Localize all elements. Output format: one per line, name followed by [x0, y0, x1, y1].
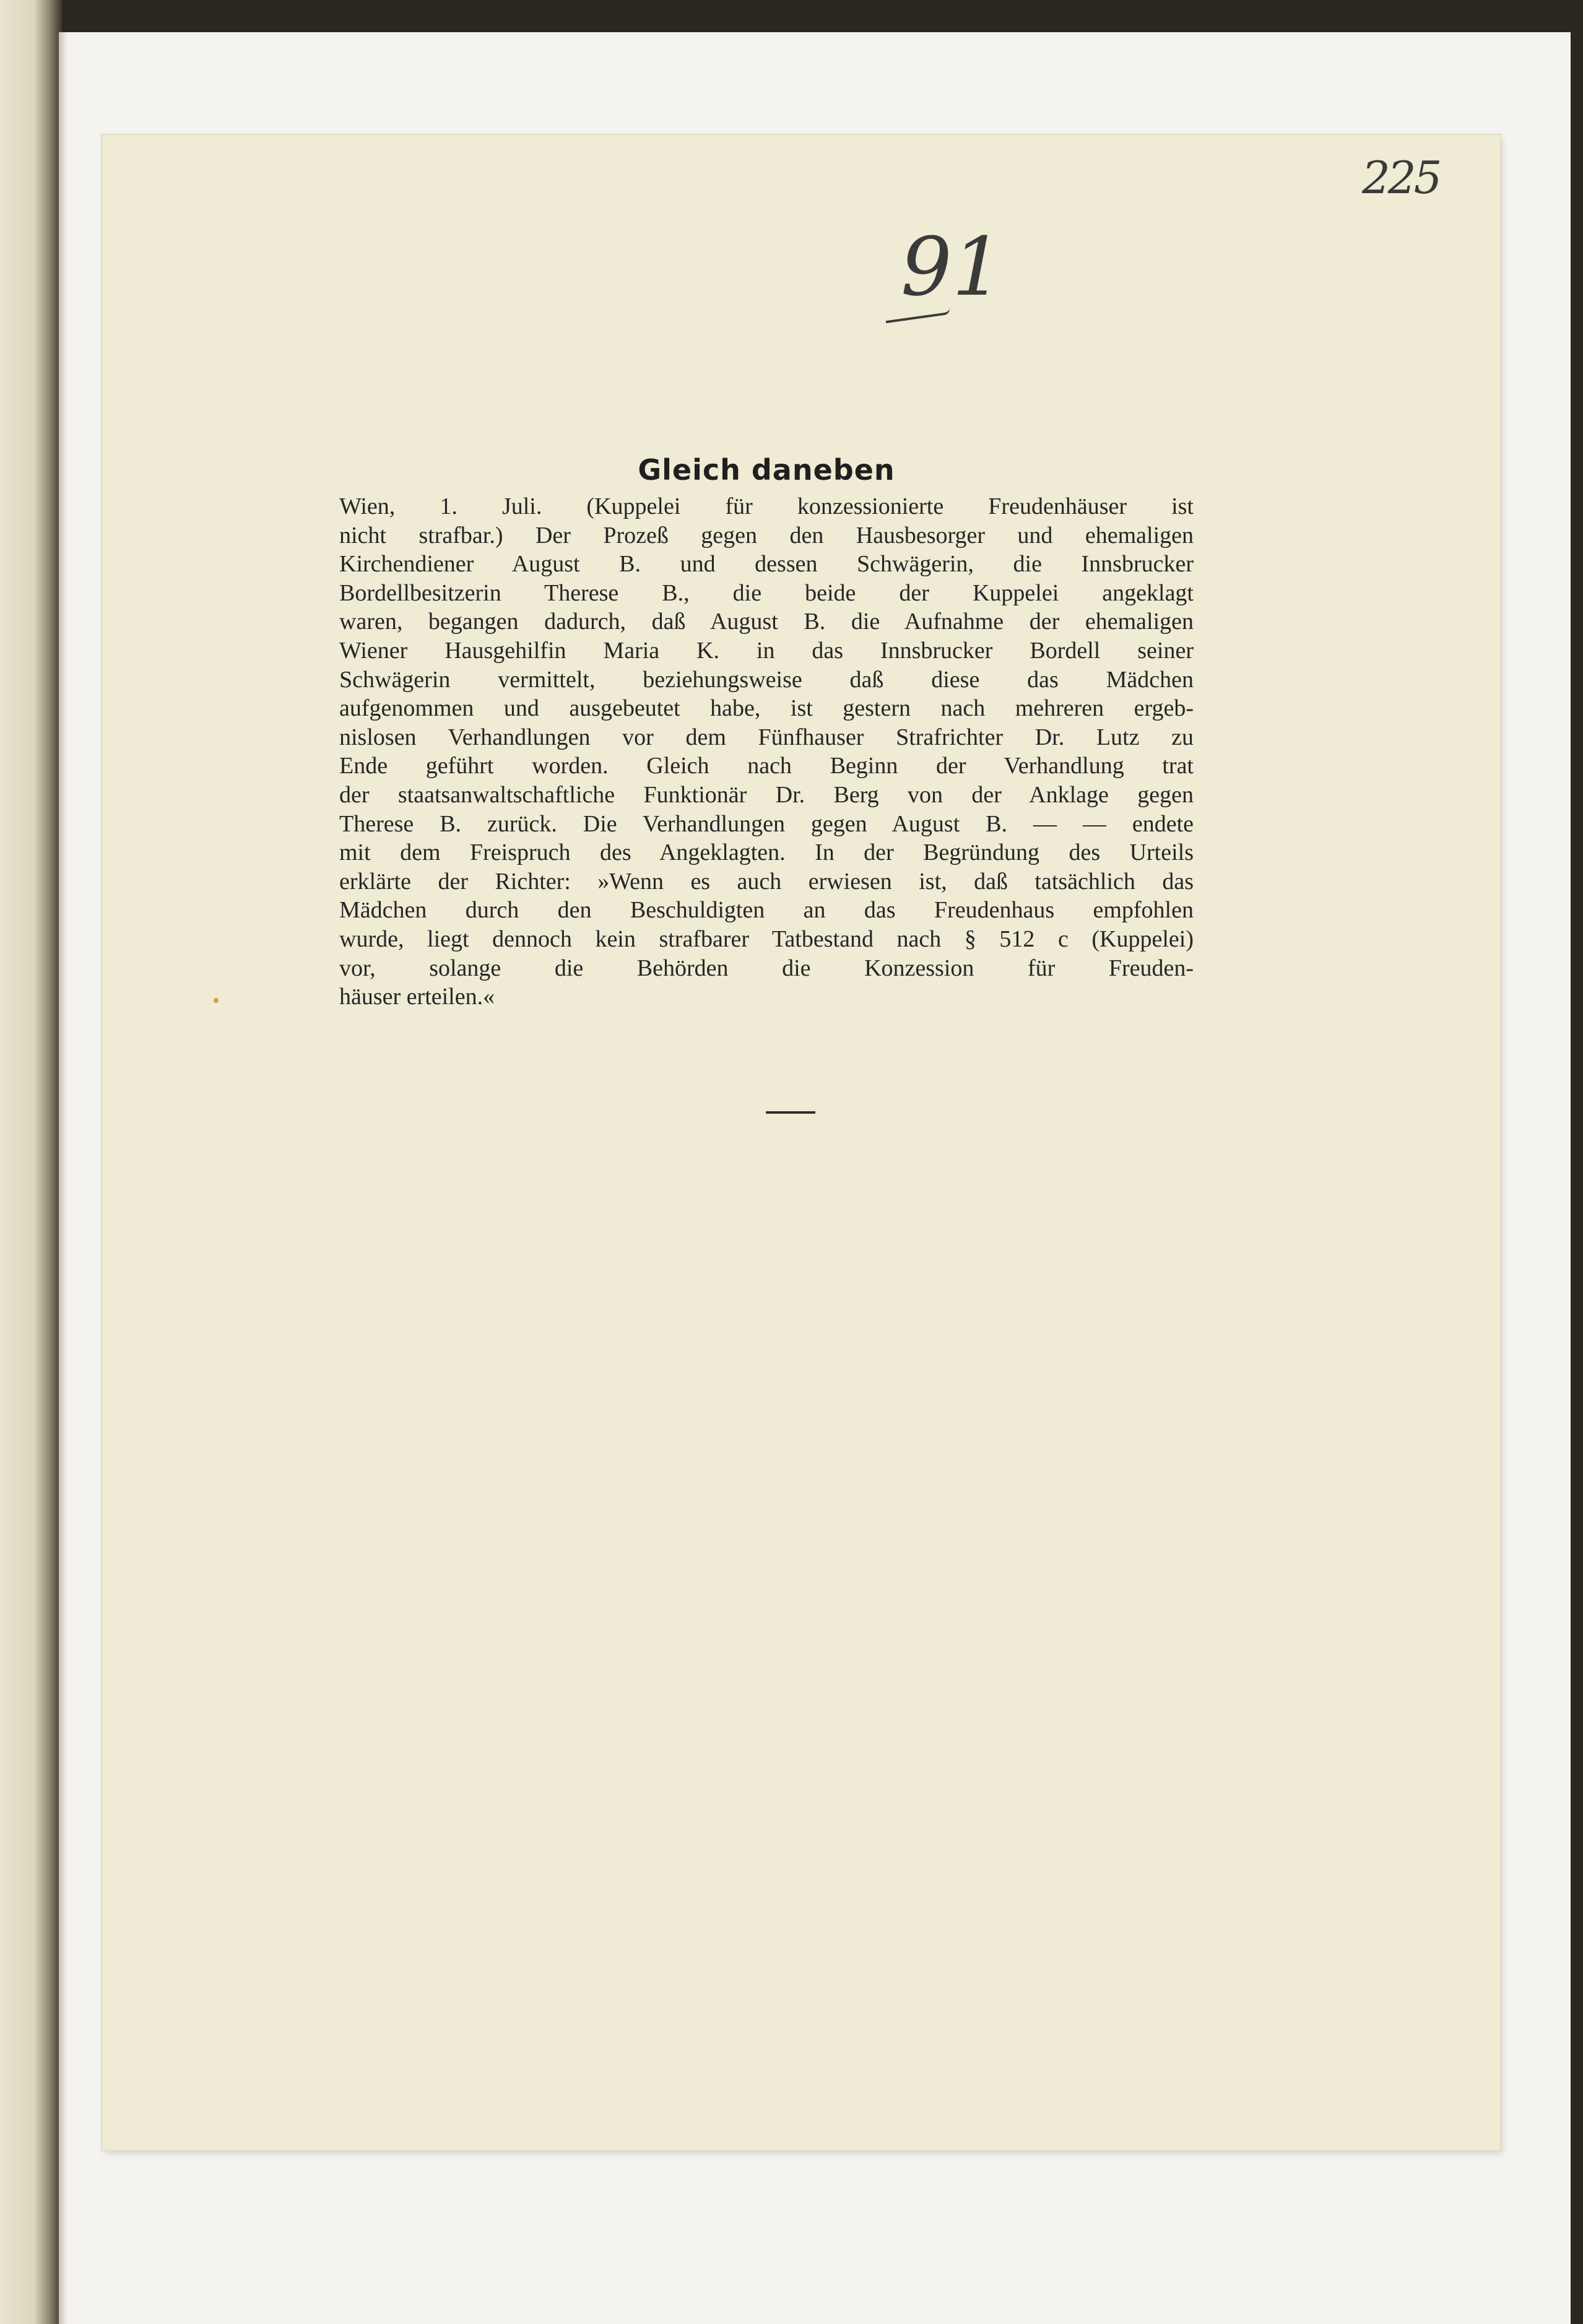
article-line: Therese B. zurück. Die Verhandlungen gegen August B. — — endete — [339, 810, 1194, 837]
article-line: vor, solange die Behörden die Konzession für Freuden- — [339, 955, 1194, 981]
article-line: Wiener Hausgehilfin Maria K. in das Innsbrucker Bordell seiner — [339, 637, 1194, 664]
article-line: Schwägerin vermittelt, beziehungsweise daß diese das Mädchen — [339, 666, 1194, 693]
newspaper-clipping — [102, 135, 1500, 2150]
article-title: Gleich daneben — [638, 453, 895, 487]
article-line: Bordellbesitzerin Therese B., die beide der Kuppelei angeklagt — [339, 579, 1194, 606]
article-line: Mädchen durch den Beschuldigten an das Freudenhaus empfohlen — [339, 897, 1194, 924]
article-line: waren, begangen dadurch, daß August B. die Aufnahme der ehemaligen — [339, 609, 1194, 635]
article-line: wurde, liegt dennoch kein strafbarer Tatbestand nach § 512 c (Kuppelei) — [339, 926, 1194, 952]
binding-edge — [0, 0, 62, 2324]
article-line: häuser erteilen.« — [339, 984, 495, 1010]
article-line: Kirchendiener August B. und dessen Schwägerin, die Innsbrucker — [339, 551, 1194, 578]
article-line: nicht strafbar.) Der Prozeß gegen den Hausbesorger und ehemaligen — [339, 522, 1194, 548]
article-line: der staatsanwaltschaftliche Funktionär Dr. Berg von der Anklage gegen — [339, 781, 1194, 808]
handwritten-folio-number: 225 — [1362, 152, 1440, 204]
margin-speck — [214, 998, 219, 1003]
article-line: mit dem Freispruch des Angeklagten. In der Begründung des Urteils — [339, 839, 1194, 866]
end-rule — [766, 1111, 815, 1114]
handwritten-clipping-number: 91 — [901, 220, 1004, 314]
article-line: aufgenommen und ausgebeutet habe, ist gestern nach mehreren ergeb- — [339, 695, 1194, 722]
gutter-shadow — [59, 32, 67, 2324]
article-body — [339, 492, 1194, 1012]
article-line: Ende geführt worden. Gleich nach Beginn der Verhandlung trat — [339, 753, 1194, 779]
article-line: nislosen Verhandlungen vor dem Fünfhauser Strafrichter Dr. Lutz zu — [339, 724, 1194, 750]
article-line: erklärte der Richter: »Wenn es auch erwiesen ist, daß tatsächlich das — [339, 868, 1194, 895]
article-line: Wien, 1. Juli. (Kuppelei für konzessionierte Freudenhäuser ist — [339, 493, 1194, 519]
